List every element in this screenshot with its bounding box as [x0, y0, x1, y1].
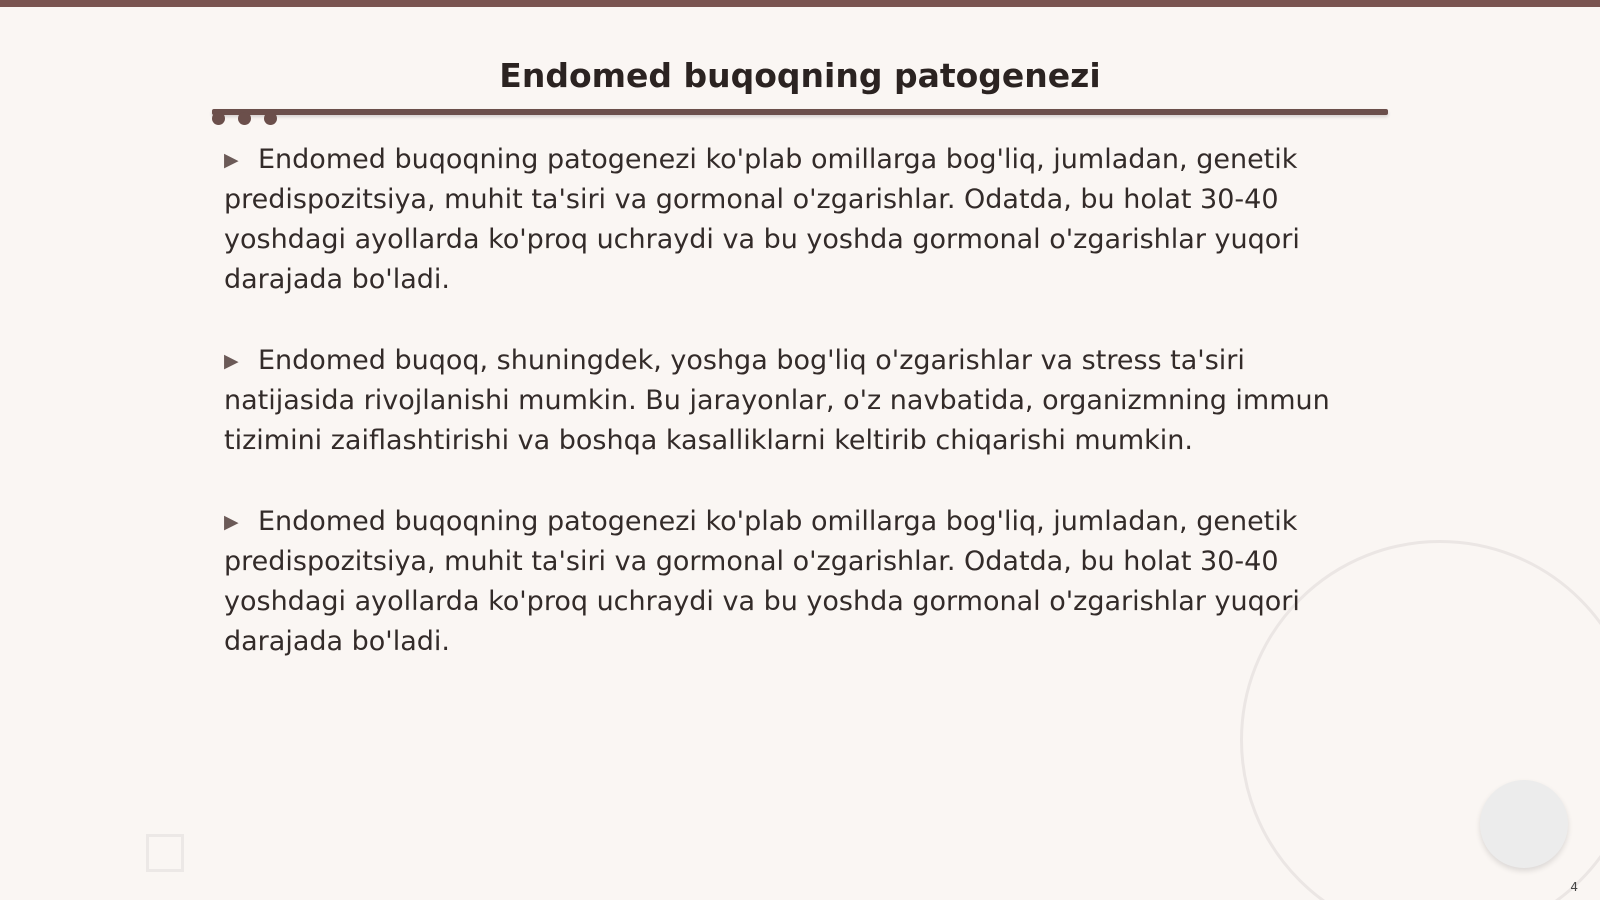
bullet-text: Endomed buqoqning patogenezi ko'plab omillarga bog'liq, jumladan, genetik predispozitsiya, muhit ta'siri va gormonal o'zgarishlar. Odatda, bu holat 30-40 yoshdagi ayollarda ko'proq uchraydi va bu yoshda gormonal o'zgarishlar yuqori darajada bo'ladi.: [224, 506, 1300, 657]
bullet-arrow-icon: ▶: [224, 511, 239, 533]
bullet-paragraph: [224, 502, 1374, 662]
title-dot-2: [238, 112, 251, 125]
title-underline: [212, 109, 1388, 115]
title-dot-3: [264, 112, 277, 125]
page-number: 4: [1570, 880, 1578, 894]
decorative-orb: [1480, 780, 1568, 868]
bullet-text: Endomed buqoq, shuningdek, yoshga bog'liq o'zgarishlar va stress ta'siri natijasida rivojlanishi mumkin. Bu jarayonlar, o'z navbatida, organizmning immun tizimini zaiflashtirishi va boshqa kasalliklarni keltirib chiqarishi mumkin.: [224, 345, 1330, 456]
bullet-arrow-icon: ▶: [224, 350, 239, 372]
bullet-paragraph: [224, 341, 1374, 461]
bullet-paragraph: [224, 140, 1374, 300]
bullet-arrow-icon: ▶: [224, 149, 239, 171]
decorative-square: [146, 834, 184, 872]
bullet-list: [224, 140, 1374, 703]
title-dot-1: [212, 112, 225, 125]
top-accent-bar: [0, 0, 1600, 7]
bullet-text: Endomed buqoqning patogenezi ko'plab omillarga bog'liq, jumladan, genetik predispozitsiya, muhit ta'siri va gormonal o'zgarishlar. Odatda, bu holat 30-40 yoshdagi ayollarda ko'proq uchraydi va bu yoshda gormonal o'zgarishlar yuqori darajada bo'ladi.: [224, 144, 1300, 295]
slide-title: Endomed buqoqning patogenezi: [499, 56, 1101, 95]
